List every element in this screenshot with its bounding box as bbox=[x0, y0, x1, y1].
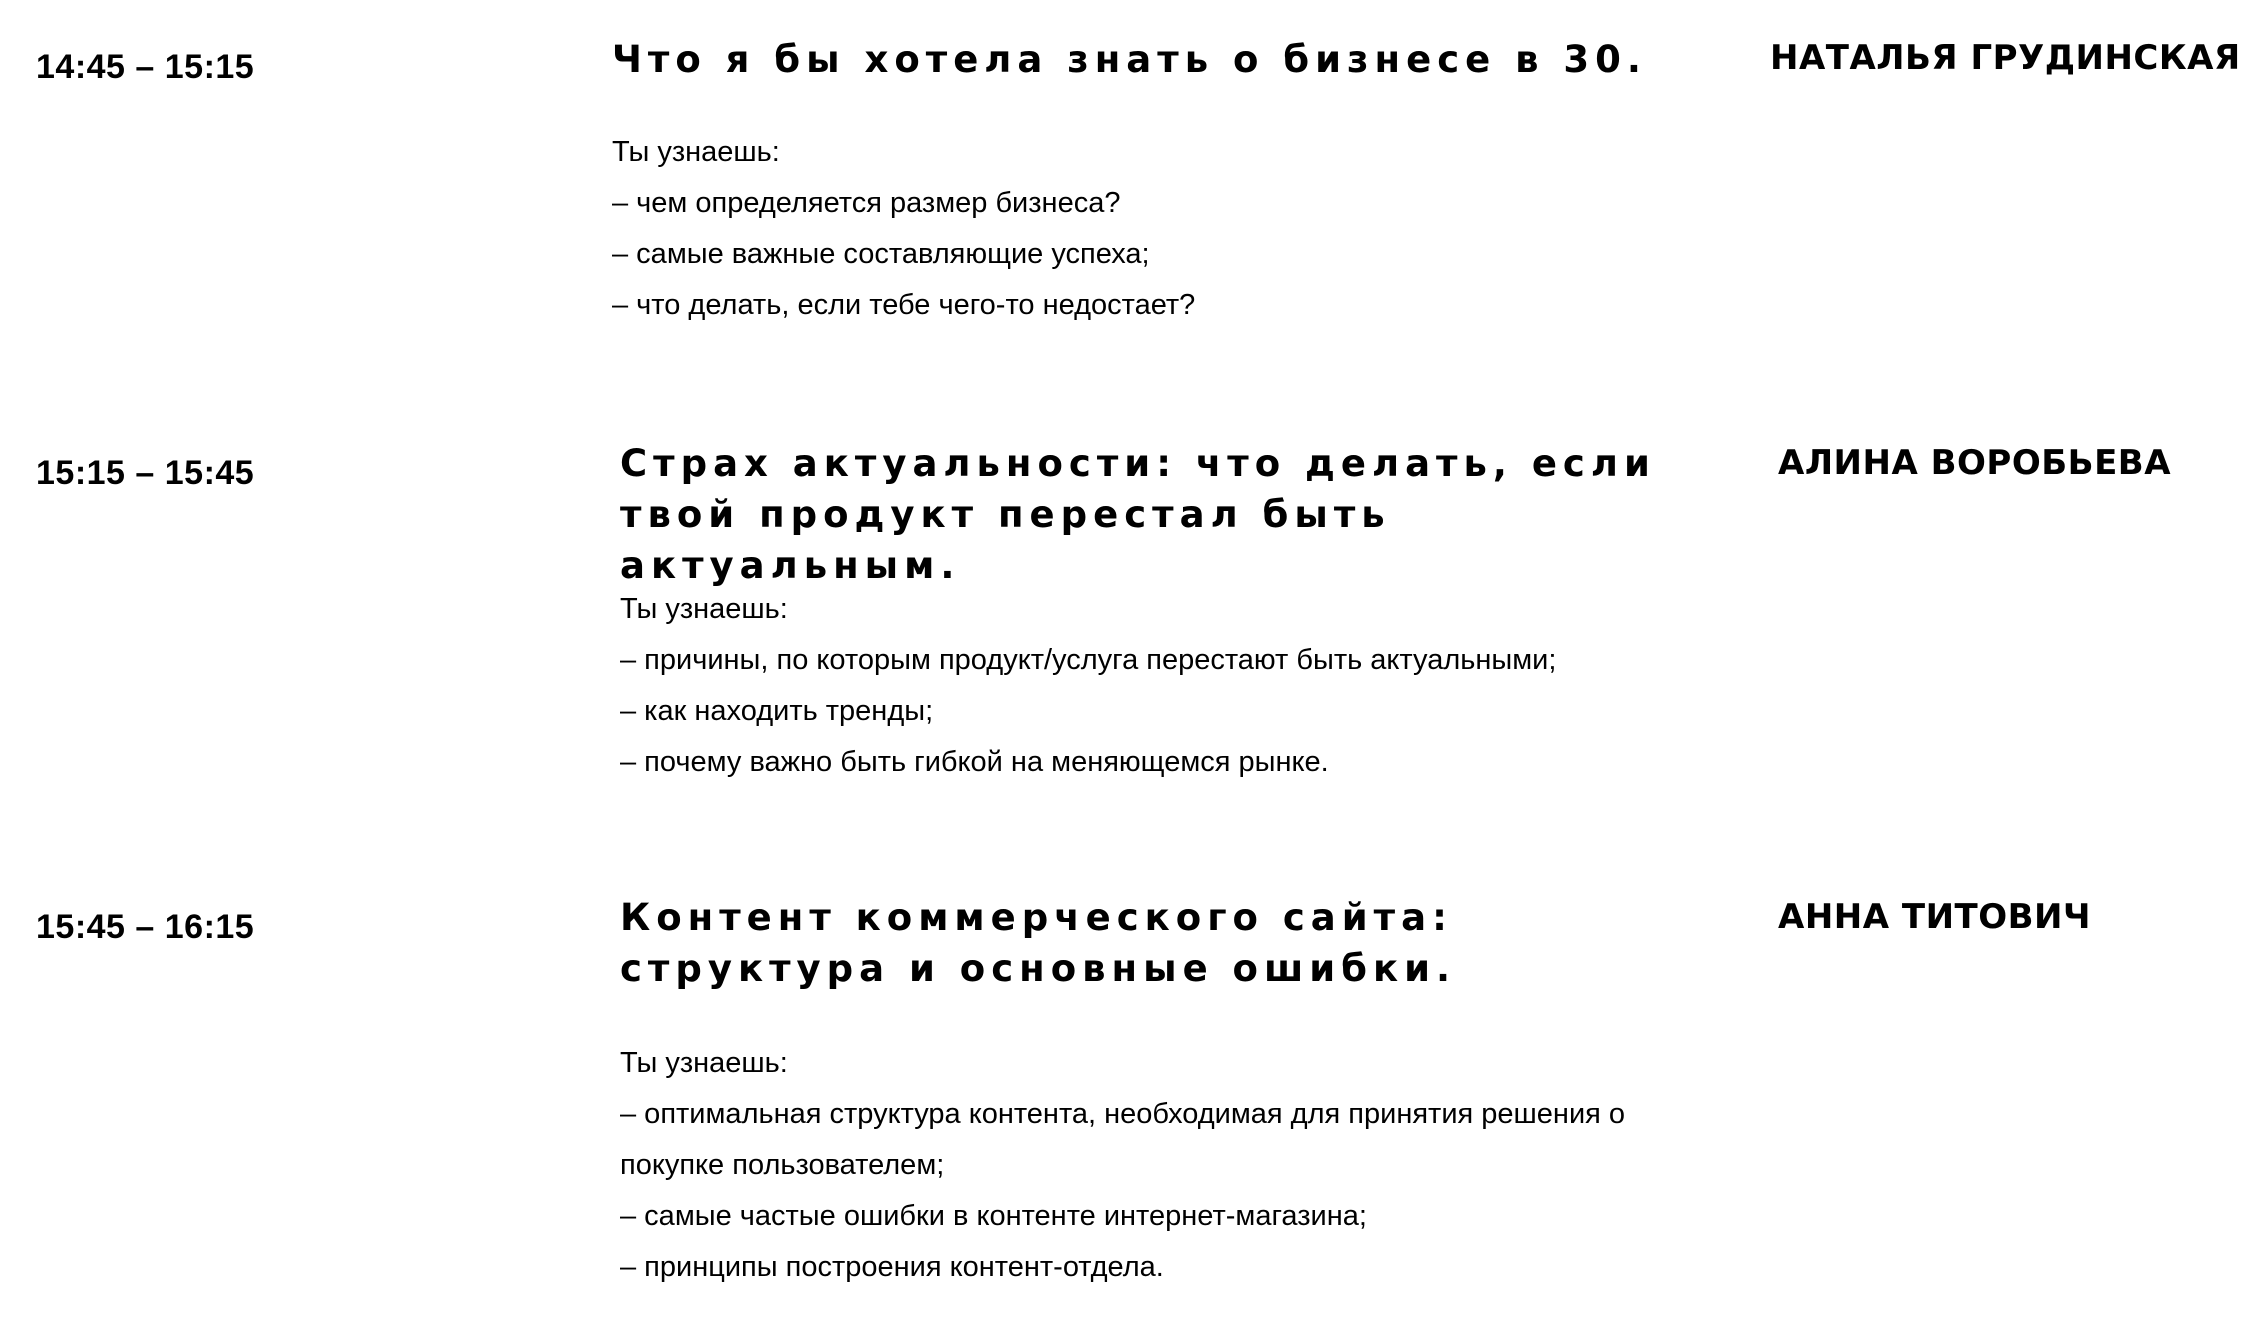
session-time: 15:15 – 15:45 bbox=[36, 454, 255, 492]
session-description bbox=[620, 584, 1720, 788]
session-title: Контент коммерческого сайта: структура и основные ошибки. bbox=[620, 896, 1457, 990]
description-intro: Ты узнаешь: bbox=[620, 593, 788, 625]
session-title: Что я бы хотела знать о бизнесе в 30. bbox=[612, 38, 1647, 81]
description-point: – самые важные составляющие успеха; bbox=[612, 238, 1150, 270]
description-point: – чем определяется размер бизнеса? bbox=[612, 187, 1121, 219]
description-point: – оптимальная структура контента, необходимая для принятия решения о bbox=[620, 1098, 1626, 1130]
session-description bbox=[612, 127, 1712, 331]
description-point: – что делать, если тебе чего-то недостает? bbox=[612, 289, 1196, 321]
speaker-name: АННА ТИТОВИЧ bbox=[1778, 897, 2091, 937]
description-point: – самые частые ошибки в контенте интернет-магазина; bbox=[620, 1200, 1367, 1232]
description-point: – принципы построения контент-отдела. bbox=[620, 1251, 1164, 1283]
description-point: – как находить тренды; bbox=[620, 695, 934, 727]
description-point: покупке пользователем; bbox=[620, 1149, 945, 1181]
speaker-name: НАТАЛЬЯ ГРУДИНСКАЯ bbox=[1770, 38, 2241, 78]
session-description bbox=[620, 1038, 1720, 1293]
session-title: Страх актуальности: что делать, если твой продукт перестал быть актуальным. bbox=[620, 442, 1656, 587]
session-time: 14:45 – 15:15 bbox=[36, 48, 255, 86]
description-point: – причины, по которым продукт/услуга перестают быть актуальными; bbox=[620, 644, 1557, 676]
description-point: – почему важно быть гибкой на меняющемся рынке. bbox=[620, 746, 1329, 778]
speaker-name: АЛИНА ВОРОБЬЕВА bbox=[1778, 443, 2172, 483]
session-time: 15:45 – 16:15 bbox=[36, 908, 255, 946]
description-intro: Ты узнаешь: bbox=[612, 136, 780, 168]
description-intro: Ты узнаешь: bbox=[620, 1047, 788, 1079]
